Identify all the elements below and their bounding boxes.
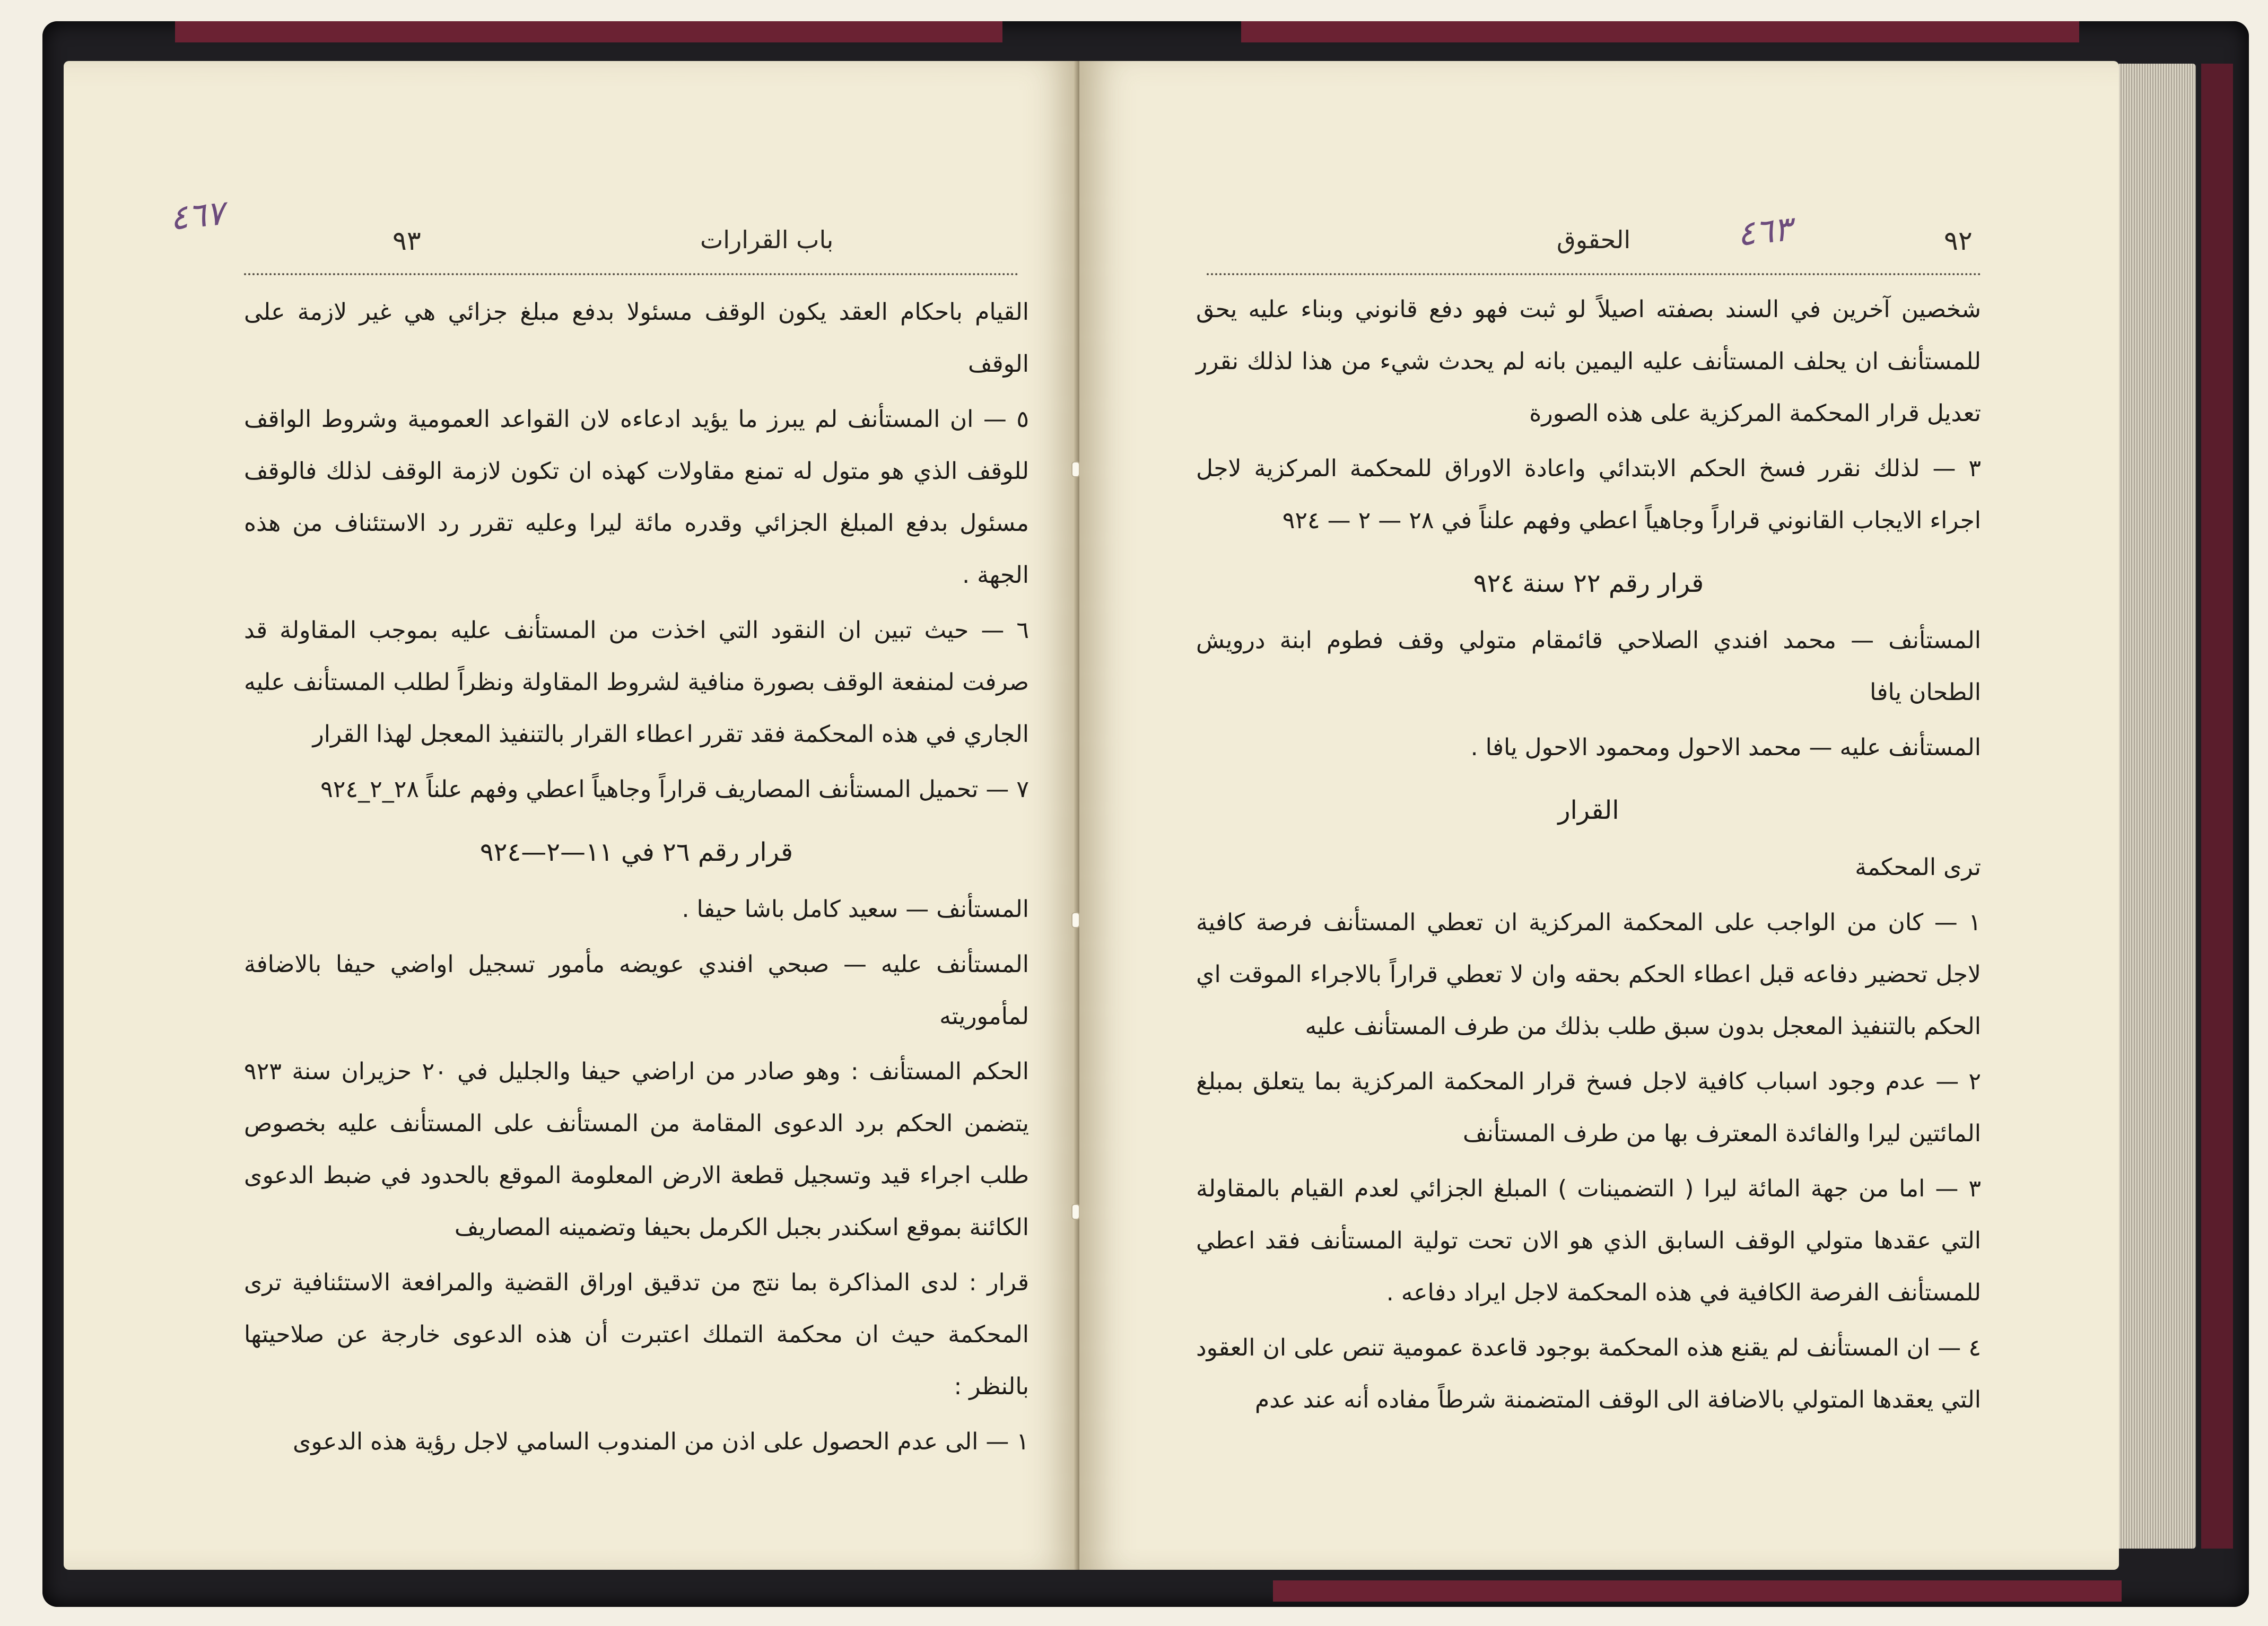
right-page-title: الحقوق — [1557, 225, 1631, 254]
right-paragraph: ٣ — اما من جهة المائة ليرا ( التضمينات ) المبلغ الجزائي لعدم القيام بالمقاولة التي عقدها متولي الوقف السابق الذي هو الان تحت تولية المستأنف فقد اعطي للمستأنف الفرصة الكافية في هذه المحكمة لاجل ايراد دفاعه . — [1196, 1175, 1981, 1306]
stitch-hole — [1071, 461, 1080, 477]
right-paragraph: ٤ — ان المستأنف لم يقنع هذه المحكمة بوجود قاعدة عمومية تنص على ان العقود التي يعقدها المتولي بالاضافة الى الوقف المتضمنة شرطاً مفاده أنه عند عدم — [1196, 1334, 1981, 1413]
left-handwritten-number: ٤٦٧ — [168, 193, 226, 239]
right-page-header — [1175, 225, 1981, 263]
stitch-hole — [1071, 912, 1080, 928]
left-header-rule — [244, 273, 1018, 275]
left-page-number: ٩٣ — [392, 225, 421, 256]
right-page — [1079, 61, 2119, 1570]
right-paragraph: ٣ — لذلك نقرر فسخ الحكم الابتدائي واعادة الاوراق للمحكمة المركزية لاجل اجراء الايجاب القانوني قراراً وجاهياً اعطي وفهم علناً في ٢٨ — ٢ — ٩٢٤ — [1196, 455, 1981, 534]
right-paragraph: شخصين آخرين في السند بصفته اصيلاً لو ثبت فهو دفع قانوني وبناء عليه يحق للمستأنف ان يحلف المستأنف عليه اليمين بانه لم يحدث شيء من هذا لذلك نقرر تعديل قرار المحكمة المركزية على هذه الصورة — [1196, 296, 1981, 427]
cover-edge-top-left — [175, 21, 1002, 42]
left-paragraph: قرار : لدى المذاكرة بما نتج من تدقيق اوراق القضية والمرافعة الاستئنافية ترى المحكمة حيث ان محكمة التملك اعتبرت أن هذه الدعوى خارجة عن صلاحيتها بالنظر : — [244, 1269, 1029, 1400]
page-stack-edges — [2116, 64, 2196, 1549]
cover-edge-bottom — [1273, 1580, 2122, 1602]
left-paragraph: ٥ — ان المستأنف لم يبرز ما يؤيد ادعاءه لان القواعد العمومية وشروط الواقف للوقف الذي هو متول له تمنع مقاولات كهذه ان تكون لازمة الوقف لذلك فالوقف مسئول بدفع المبلغ الجزائي وقدره مائة ليرا وعليه تقرر رد الاستئناف من هذه الجهة . — [244, 406, 1029, 589]
stitch-hole — [1071, 1204, 1080, 1220]
right-page-number: ٩٢ — [1944, 225, 1973, 256]
left-page-title: باب القرارات — [700, 225, 834, 254]
right-header-rule — [1207, 273, 1981, 275]
left-paragraph: المستأنف — سعيد كامل باشا حيفا . — [682, 896, 1029, 923]
left-paragraph: ٧ — تحميل المستأنف المصاريف قراراً وجاهياً اعطي وفهم علناً ٢٨_٢_٩٢٤ — [320, 776, 1029, 803]
left-page — [64, 61, 1079, 1570]
left-paragraph: ٦ — حيث تبين ان النقود التي اخذت من المستأنف عليه بموجب المقاولة قد صرفت لمنفعة الوقف بصورة منافية لشروط المقاولة ونظراً لطلب المستأنف عليه الجاري في هذه المحكمة فقد تقرر اعطاء القرار بالتنفيذ المعجل لهذا القرار — [244, 617, 1029, 748]
right-verdict-heading: القرار — [1558, 795, 1619, 825]
right-paragraph: ١ — كان من الواجب على المحكمة المركزية ان تعطي المستأنف فرصة كافية لاجل تحضير دفاعه قبل اعطاء الحكم بحقه وان لا تعطي قراراً بالاجراء الموقت اي الحكم بالتنفيذ المعجل بدون سبق طلب بذلك من طرف المستأنف عليه — [1196, 909, 1981, 1040]
right-party: المستأنف — محمد افندي الصلاحي قائمقام متولي وقف فطوم ابنة درويش الطحان يافا — [1196, 627, 1981, 706]
left-paragraph: القيام باحكام العقد يكون الوقف مسئولا بدفع مبلغ جزائي هي غير لازمة على الوقف — [244, 299, 1029, 378]
right-handwritten-number: ٤٦٣ — [1735, 209, 1794, 255]
left-paragraph: المستأنف عليه — صبحي افندي عويضه مأمور تسجيل اواضي حيفا بالاضافة لمأموريته — [244, 951, 1029, 1030]
cover-edge-side — [2201, 64, 2233, 1549]
left-page-header — [170, 225, 1029, 263]
right-paragraph: ٢ — عدم وجود اسباب كافية لاجل فسخ قرار المحكمة المركزية بما يتعلق بمبلغ المائتين ليرا والفائدة المعترف بها من طرف المستأنف — [1196, 1068, 1981, 1147]
right-decision-heading: قرار رقم ٢٢ سنة ٩٢٤ — [1473, 569, 1704, 598]
left-paragraph: الحكم المستأنف : وهو صادر من اراضي حيفا والجليل في ٢٠ حزيران سنة ٩٢٣ يتضمن الحكم برد الدعوى المقامة من المستأنف على المستأنف عليه بخصوص طلب اجراء قيد وتسجيل قطعة الارض المعلومة الموقع بالحدود في ضبط الدعوى الكائنة بموقع اسكندر بجبل الكرمل بحيفا وتضمينه المصاريف — [244, 1058, 1029, 1241]
left-page-body — [244, 286, 1029, 1471]
right-page-body — [1196, 284, 1981, 1429]
cover-edge-top-right — [1241, 21, 2079, 42]
right-party: المستأنف عليه — محمد الاحول ومحمود الاحول يافا . — [1470, 734, 1981, 761]
right-court-sees: ترى المحكمة — [1855, 854, 1981, 881]
left-paragraph: ١ — الى عدم الحصول على اذن من المندوب السامي لاجل رؤية هذه الدعوى — [292, 1428, 1029, 1455]
left-decision-heading: قرار رقم ٢٦ في ١١—٢—٩٢٤ — [479, 837, 793, 867]
